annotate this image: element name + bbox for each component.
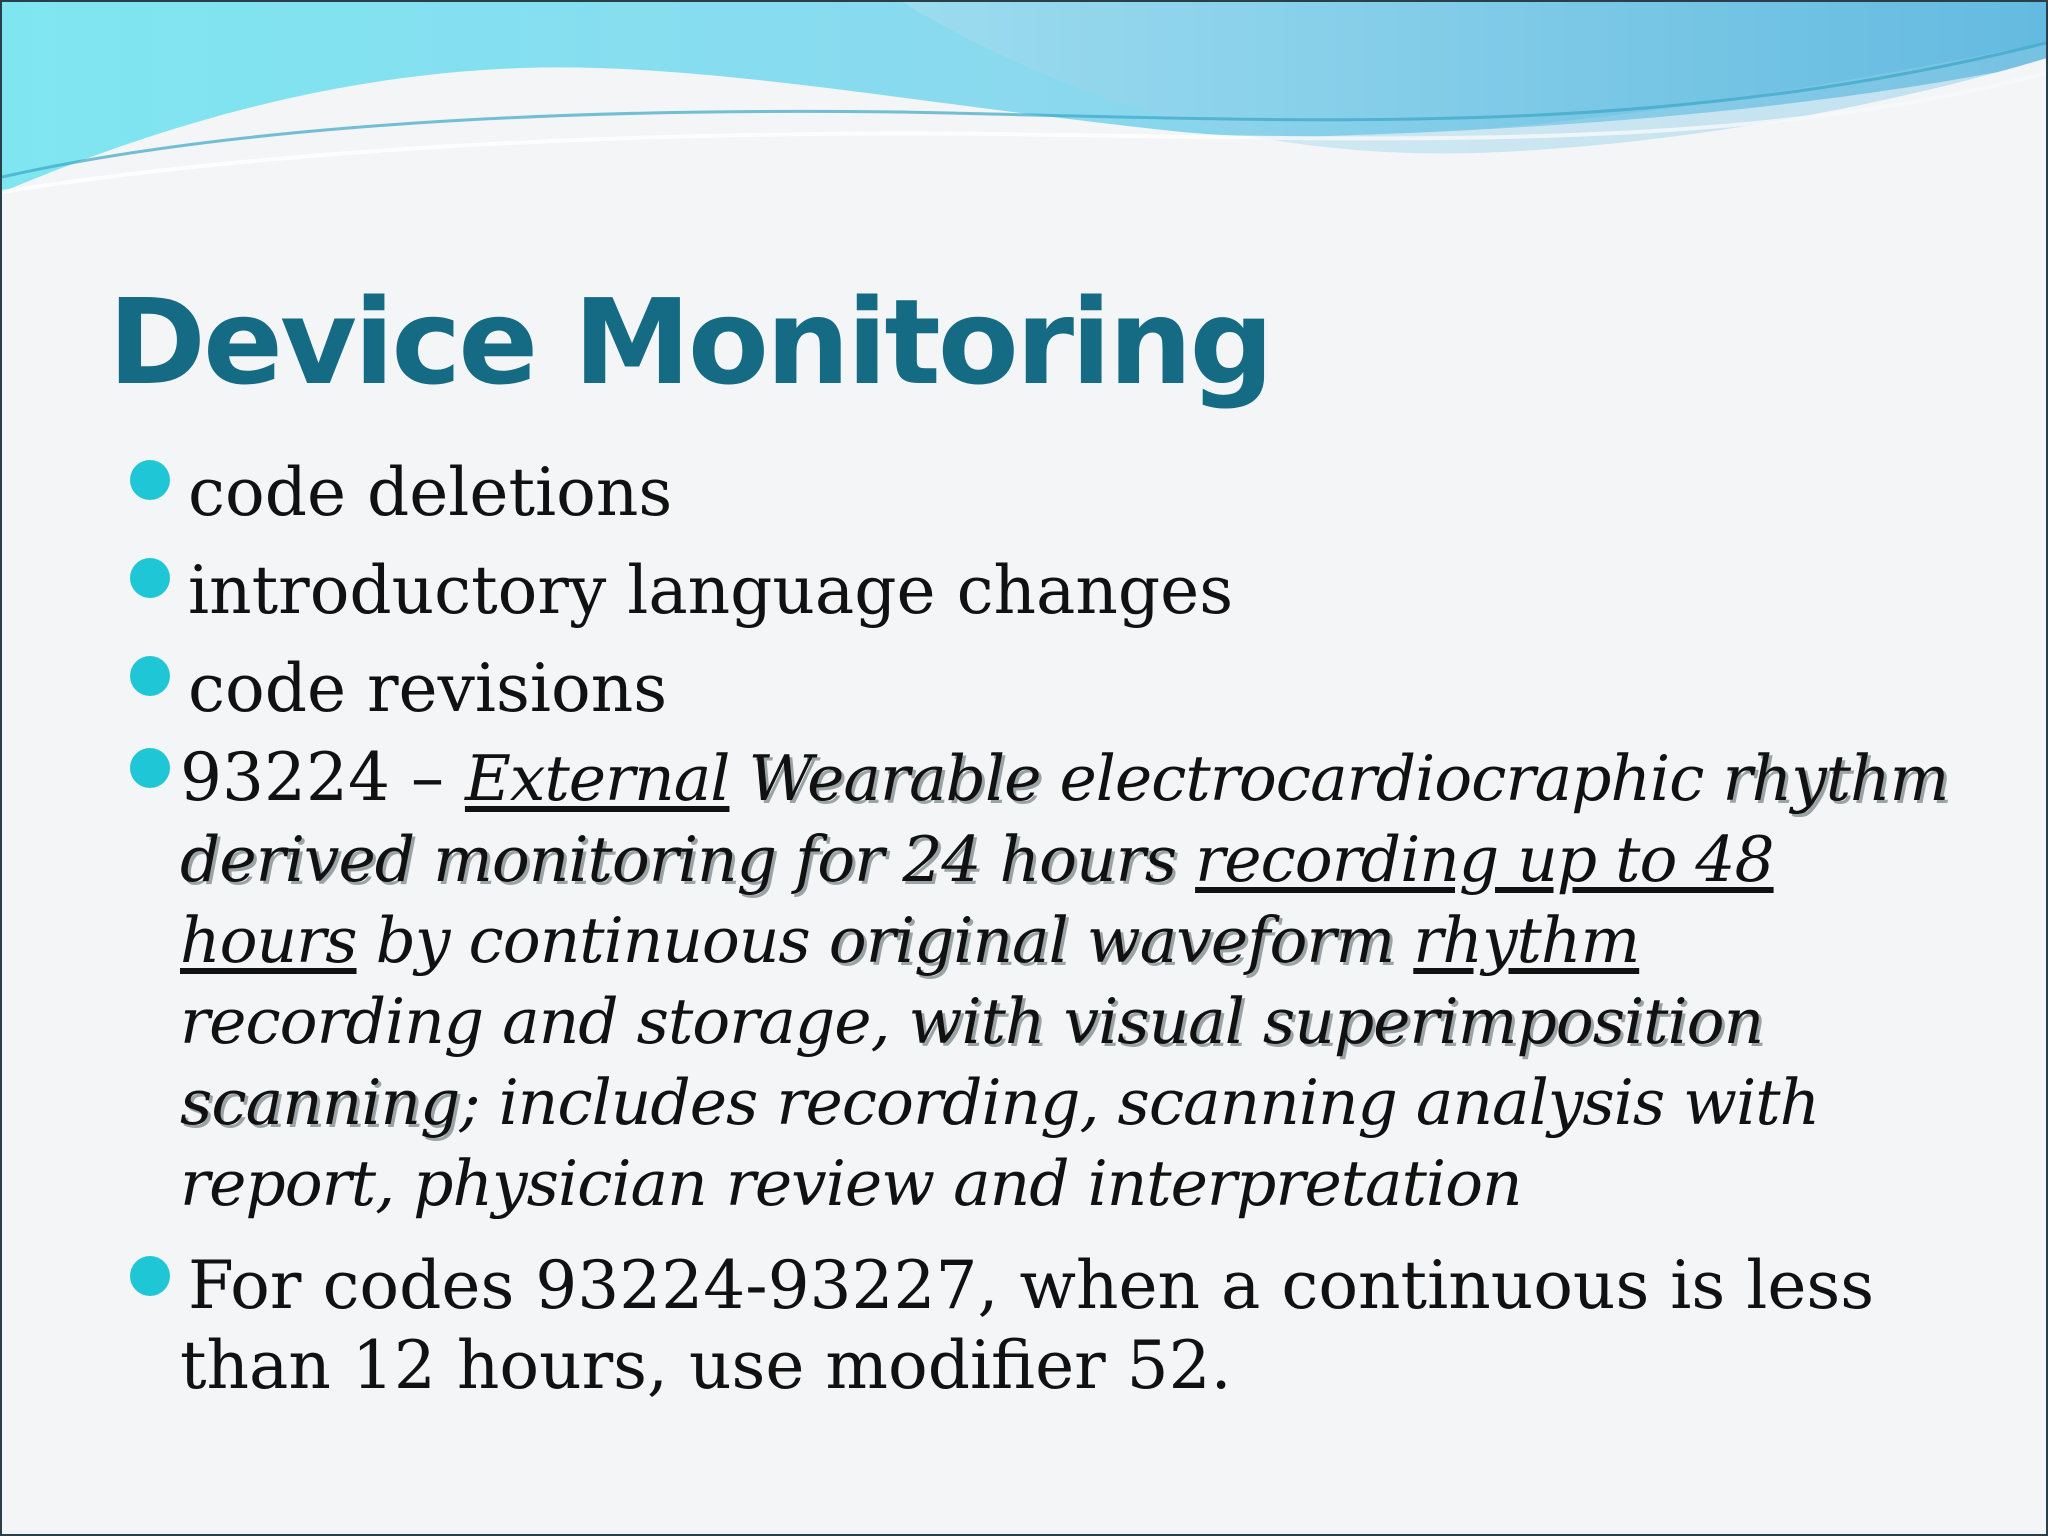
deleted-text: rhythm derived monitoring for 24 hours [180,742,1949,896]
inserted-text: rhythm [1413,904,1640,977]
bullet-list [130,444,1950,1406]
bullet-item [130,444,1950,542]
description-text: electrocardiocraphic [1059,742,1704,815]
bullet-icon [130,558,170,598]
code-description-text [180,738,1950,1224]
bullet-text: code revisions [188,650,668,727]
deleted-text: Wearable [748,742,1041,815]
code-number: 93224 [180,739,390,816]
modifier-note-line: For codes 93224-93227, when a continuous is less [188,1247,1875,1324]
bullet-icon [130,460,170,500]
header-wave-decoration [2,2,2048,242]
description-text: by continuous [375,904,810,977]
code-description-item [130,738,1950,1224]
slide-title: Device Monitoring [108,273,1271,411]
inserted-text: External [464,742,730,815]
inserted-text: recording up to 48 hours [180,823,1774,977]
bullet-text: code deletions [188,454,673,531]
code-dash: – [410,739,444,816]
description-text: ; includes recording, scanning analysis with report, physician review and interpretation [180,1066,1820,1220]
modifier-note-item [130,1246,1950,1406]
deleted-text: original waveform [828,904,1395,977]
modifier-note-line: than 12 hours, use modifier 52. [180,1327,1232,1404]
description-text: recording and storage, [180,985,890,1058]
bullet-icon [130,748,170,788]
bullet-icon [130,1256,170,1296]
bullet-text: introductory language changes [188,552,1234,629]
deleted-text: with visual superimposition scanning [180,985,1764,1139]
bullet-item [130,640,1950,738]
bullet-icon [130,656,170,696]
bullet-item [130,542,1950,640]
